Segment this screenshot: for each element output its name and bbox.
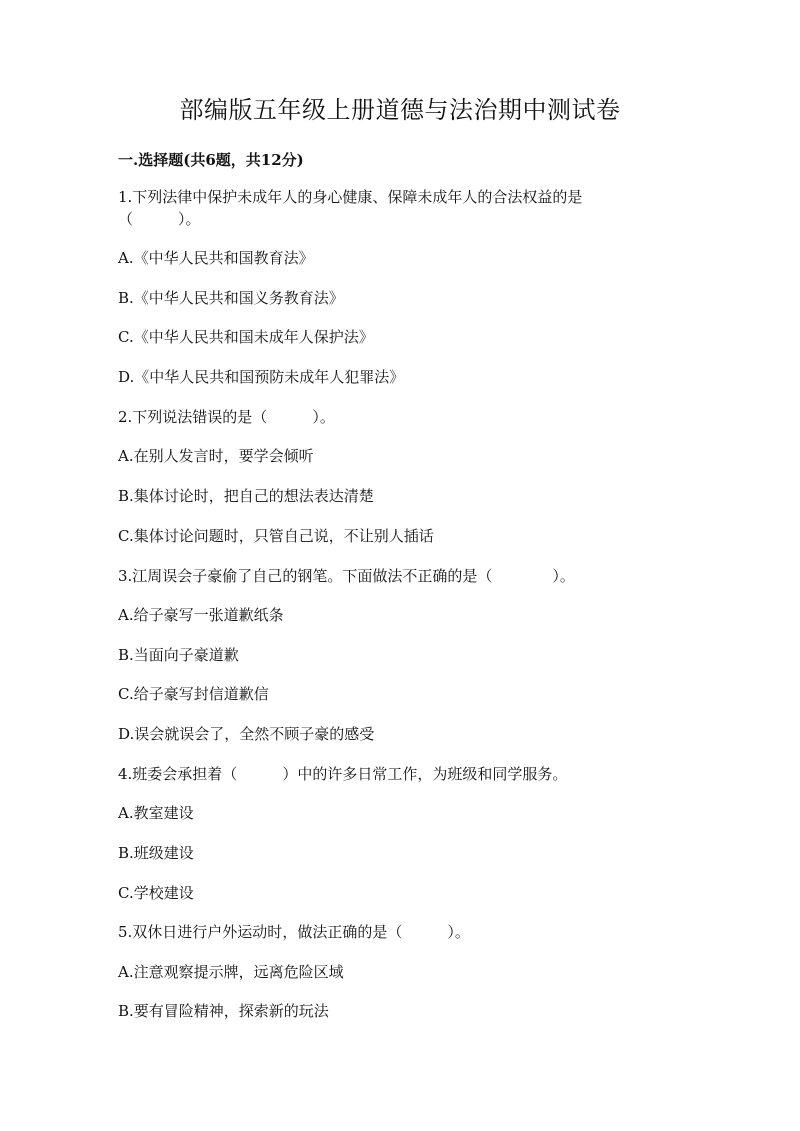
- question-2-option-c: C.集体讨论问题时，只管自己说，不让别人插话: [118, 527, 434, 545]
- question-4-option-c: C.学校建设: [118, 884, 194, 902]
- question-1-blank: （ ）。: [118, 210, 201, 228]
- question-4-option-b: B.班级建设: [118, 844, 194, 862]
- question-2-option-a: A.在别人发言时，要学会倾听: [118, 447, 314, 465]
- question-2-stem: 2.下列说法错误的是（ ）。: [118, 408, 335, 426]
- question-4-option-a: A.教室建设: [118, 804, 194, 822]
- question-1-option-d: D.《中华人民共和国预防未成年人犯罪法》: [118, 368, 405, 386]
- question-3-option-d: D.误会就误会了，全然不顾子豪的感受: [118, 725, 375, 743]
- question-1-option-b: B.《中华人民共和国义务教育法》: [118, 289, 344, 307]
- question-5-option-b: B.要有冒险精神，探索新的玩法: [118, 1002, 329, 1020]
- question-2-option-b: B.集体讨论时，把自己的想法表达清楚: [118, 487, 374, 505]
- question-1-option-c: C.《中华人民共和国未成年人保护法》: [118, 328, 374, 346]
- question-3-option-c: C.给子豪写封信道歉信: [118, 685, 269, 703]
- question-1-stem: 1.下列法律中保护未成年人的身心健康、保障未成年人的合法权益的是: [118, 188, 583, 206]
- question-1-option-a: A.《中华人民共和国教育法》: [118, 249, 314, 267]
- question-4-stem: 4.班委会承担着（ ）中的许多日常工作，为班级和同学服务。: [118, 765, 568, 783]
- question-3-option-a: A.给子豪写一张道歉纸条: [118, 606, 284, 624]
- section-heading: 一.选择题(共6题，共12分): [118, 151, 304, 169]
- question-5-stem: 5.双休日进行户外运动时，做法正确的是（ ）。: [118, 923, 470, 941]
- question-3-option-b: B.当面向子豪道歉: [118, 646, 239, 664]
- question-5-option-a: A.注意观察提示牌，远离危险区域: [118, 963, 344, 981]
- question-3-stem: 3.江周误会子豪偷了自己的钢笔。下面做法不正确的是（ ）。: [118, 567, 575, 585]
- page-title: 部编版五年级上册道德与法治期中测试卷: [179, 96, 621, 124]
